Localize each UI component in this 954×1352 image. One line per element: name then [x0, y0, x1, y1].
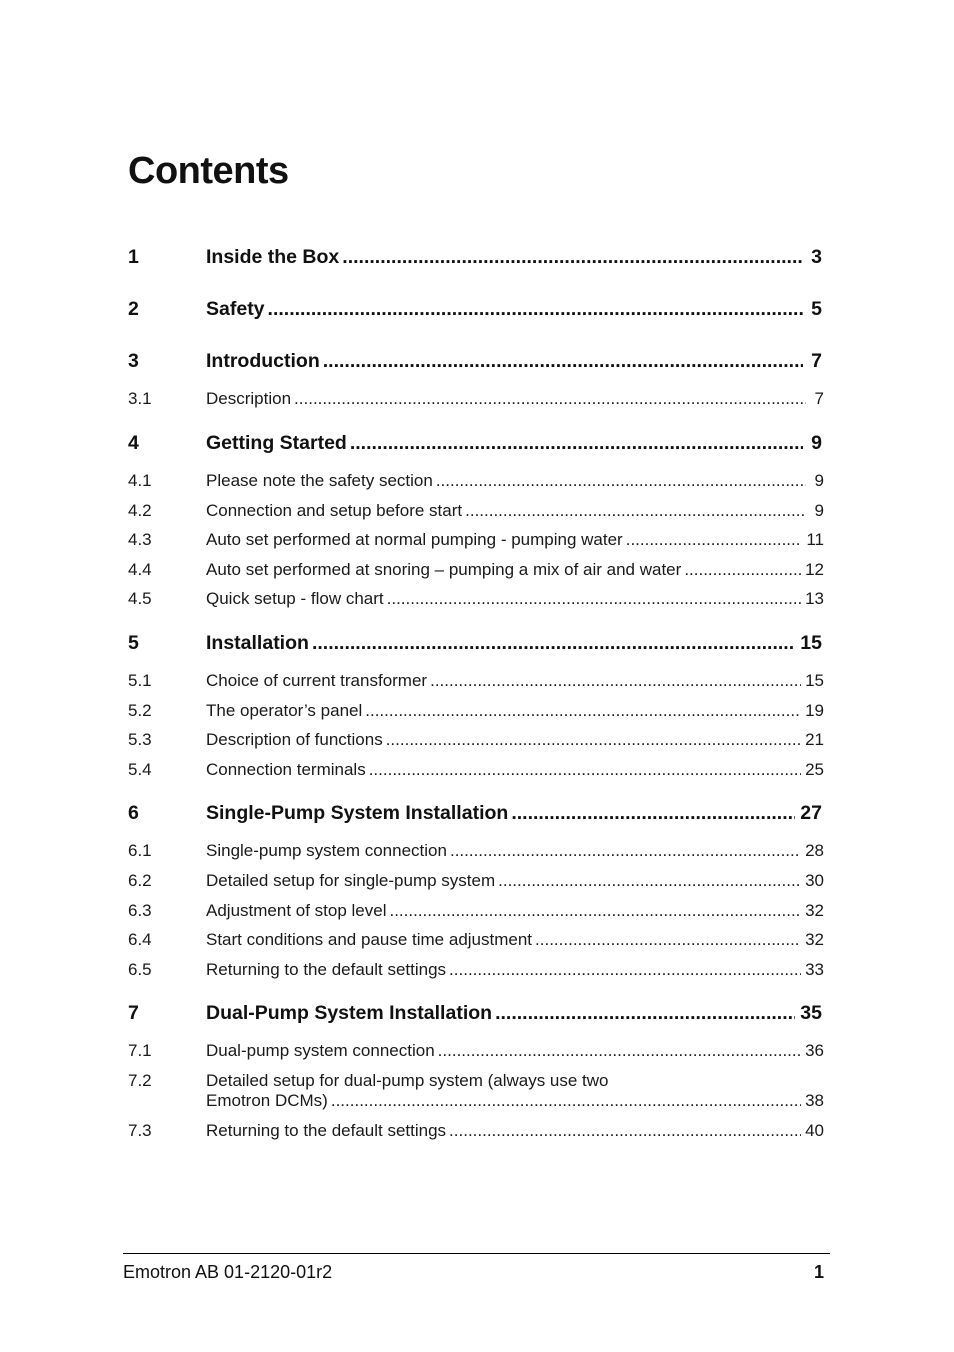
toc-label[interactable]: Returning to the default settings: [206, 1121, 447, 1140]
toc-page: 35: [800, 1002, 822, 1024]
toc-number: 4: [128, 432, 139, 454]
toc-label[interactable]: Auto set performed at snoring – pumping a mix of air and water: [206, 560, 682, 579]
toc-label[interactable]: The operator’s panel: [206, 701, 363, 720]
footer-divider: [123, 1253, 830, 1254]
toc-number: 7.2: [128, 1071, 152, 1090]
toc-page: 27: [800, 802, 822, 824]
toc-entry[interactable]: [128, 701, 824, 725]
toc-page: 5: [811, 298, 822, 320]
dot-leader: [323, 350, 803, 373]
toc-number: 4.1: [128, 471, 152, 490]
dot-leader: [511, 802, 795, 825]
toc-label[interactable]: Detailed setup for single-pump system: [206, 871, 496, 890]
toc-label[interactable]: Connection terminals: [206, 760, 366, 779]
toc-label[interactable]: Quick setup - flow chart: [206, 589, 384, 608]
toc-page: 25: [805, 760, 824, 779]
toc-number: 4.4: [128, 560, 152, 579]
toc-entry[interactable]: [128, 501, 824, 525]
toc-label[interactable]: Returning to the default settings: [206, 960, 447, 979]
toc-page: 15: [805, 671, 824, 690]
toc-entry[interactable]: [128, 632, 824, 660]
toc-entry[interactable]: [128, 901, 824, 925]
toc-entry[interactable]: [128, 1071, 824, 1115]
toc-page: 38: [805, 1091, 824, 1110]
toc-label-line1[interactable]: Detailed setup for dual-pump system (always use two: [206, 1071, 609, 1090]
toc-label[interactable]: Safety: [206, 298, 265, 320]
dot-leader: [294, 389, 806, 409]
dot-leader: [430, 671, 801, 691]
toc-page: 28: [805, 841, 824, 860]
toc-entry[interactable]: [128, 930, 824, 954]
toc-page: 21: [805, 730, 824, 749]
toc-label[interactable]: Choice of current transformer: [206, 671, 428, 690]
toc-label[interactable]: Introduction: [206, 350, 320, 372]
toc-page: 11: [806, 530, 824, 549]
dot-leader: [498, 871, 801, 891]
toc-entry[interactable]: [128, 432, 824, 460]
toc-entry[interactable]: [128, 589, 824, 613]
toc-page: 32: [805, 901, 824, 920]
toc-number: 6.1: [128, 841, 152, 860]
dot-leader: [342, 246, 803, 269]
toc-number: 4.2: [128, 501, 152, 520]
toc-number: 6: [128, 802, 139, 824]
toc-page: 9: [811, 432, 822, 454]
toc-page: 30: [805, 871, 824, 890]
dot-leader: [465, 501, 806, 521]
dot-leader: [365, 701, 801, 721]
toc-entry[interactable]: [128, 1121, 824, 1145]
toc-page: 40: [805, 1121, 824, 1140]
toc-label[interactable]: Connection and setup before start: [206, 501, 463, 520]
toc-entry[interactable]: [128, 730, 824, 754]
toc-number: 5.4: [128, 760, 152, 779]
toc-page: 9: [814, 471, 824, 490]
toc-label[interactable]: Auto set performed at normal pumping - pumping water: [206, 530, 623, 549]
toc-page: 7: [811, 350, 822, 372]
toc-page: 32: [805, 930, 824, 949]
dot-leader: [449, 960, 801, 980]
footer-document-id: Emotron AB 01-2120-01r2: [123, 1262, 333, 1282]
toc-label-line2[interactable]: Emotron DCMs): [206, 1091, 328, 1110]
toc-entry[interactable]: [128, 350, 824, 378]
dot-leader: [438, 1041, 801, 1061]
dot-leader: [626, 530, 803, 550]
toc-page: 12: [805, 560, 824, 579]
dot-leader: [684, 560, 801, 580]
toc-label[interactable]: Please note the safety section: [206, 471, 433, 490]
toc-number: 4.3: [128, 530, 152, 549]
dot-leader: [389, 901, 801, 921]
toc-number: 2: [128, 298, 139, 320]
toc-number: 6.4: [128, 930, 152, 949]
toc-label[interactable]: Start conditions and pause time adjustment: [206, 930, 533, 949]
toc-number: 5.1: [128, 671, 152, 690]
toc-number: 7.3: [128, 1121, 152, 1140]
toc-entry[interactable]: [128, 1041, 824, 1065]
toc-entry[interactable]: [128, 671, 824, 695]
toc-label[interactable]: Getting Started: [206, 432, 347, 454]
dot-leader: [387, 589, 801, 609]
dot-leader: [450, 841, 801, 861]
toc-entry[interactable]: [128, 246, 824, 274]
toc-number: 3.1: [128, 389, 152, 408]
dot-leader: [369, 760, 801, 780]
toc-entry[interactable]: [128, 841, 824, 865]
toc-entry[interactable]: [128, 871, 824, 895]
toc-number: 7.1: [128, 1041, 152, 1060]
toc-number: 5.2: [128, 701, 152, 720]
toc-entry[interactable]: [128, 560, 824, 584]
toc-label[interactable]: Description of functions: [206, 730, 383, 749]
dot-leader: [268, 298, 803, 321]
dot-leader: [312, 632, 795, 655]
toc-entry[interactable]: [128, 802, 824, 830]
toc-number: 3: [128, 350, 139, 372]
dot-leader: [449, 1121, 801, 1141]
toc-label[interactable]: Single-Pump System Installation: [206, 802, 509, 824]
dot-leader: [386, 730, 801, 750]
dot-leader: [331, 1091, 801, 1111]
toc-page: 33: [805, 960, 824, 979]
toc-page: 36: [805, 1041, 824, 1060]
toc-number: 6.2: [128, 871, 152, 890]
dot-leader: [436, 471, 806, 491]
toc-page: 9: [814, 501, 824, 520]
toc-page: 19: [805, 701, 824, 720]
dot-leader: [495, 1002, 795, 1025]
toc-entry[interactable]: [128, 530, 824, 554]
toc-number: 5: [128, 632, 139, 654]
toc-number: 6.5: [128, 960, 152, 979]
toc-entry[interactable]: [128, 1002, 824, 1030]
dot-leader: [535, 930, 801, 950]
toc-number: 1: [128, 246, 139, 268]
toc-label[interactable]: Inside the Box: [206, 246, 340, 268]
toc-page: 7: [814, 389, 824, 408]
toc-label[interactable]: Single-pump system connection: [206, 841, 447, 860]
toc-label[interactable]: Dual-Pump System Installation: [206, 1002, 493, 1024]
toc-entry[interactable]: [128, 760, 824, 784]
toc-number: 7: [128, 1002, 139, 1024]
toc-label[interactable]: Description: [206, 389, 292, 408]
toc-number: 6.3: [128, 901, 152, 920]
toc-entry[interactable]: [128, 960, 824, 984]
toc-page: 3: [811, 246, 822, 268]
toc-entry[interactable]: [128, 471, 824, 495]
toc-number: 5.3: [128, 730, 152, 749]
toc-page: 13: [805, 589, 824, 608]
toc-number: 4.5: [128, 589, 152, 608]
toc-page: 15: [800, 632, 822, 654]
toc-label[interactable]: Dual-pump system connection: [206, 1041, 435, 1060]
toc-entry[interactable]: [128, 389, 824, 413]
toc-label[interactable]: Adjustment of stop level: [206, 901, 387, 920]
toc-label[interactable]: Installation: [206, 632, 309, 654]
footer-page-number: 1: [813, 1262, 824, 1282]
toc-entry[interactable]: [128, 298, 824, 326]
page-title: Contents: [128, 150, 289, 192]
dot-leader: [350, 432, 803, 455]
